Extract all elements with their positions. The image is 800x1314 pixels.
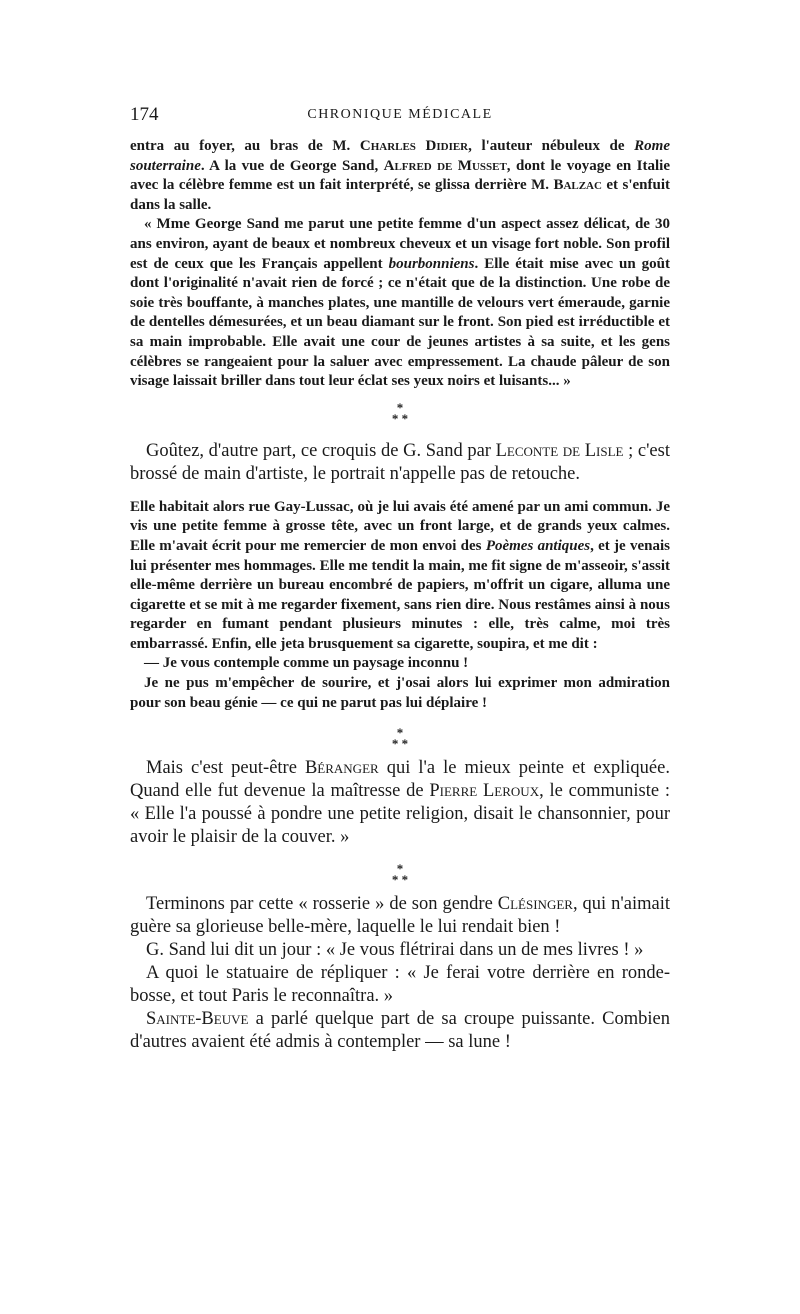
asterism-top: * (396, 861, 404, 877)
person-name: Clésinger (497, 894, 573, 915)
text-run: ; c'est brossé de main d'artiste, le portrait n'appelle pas de retouche. (130, 440, 670, 484)
asterism-top: * (396, 725, 404, 741)
work-title: Poèmes antiques (485, 537, 591, 554)
section-separator (130, 849, 670, 893)
section-separator (130, 713, 670, 757)
asterism-top: * (396, 399, 404, 415)
asterism-bottom: * * (391, 736, 409, 752)
text-run: entra au foyer, au bras de M. (130, 138, 360, 154)
person-name: Béranger (304, 758, 379, 779)
text-run: Goûtez, d'autre part, ce croquis de G. Sand par (146, 440, 496, 461)
section-separator (130, 392, 670, 440)
running-title: CHRONIQUE MÉDICALE (307, 107, 493, 122)
quote-paragraph: Je ne pus m'empêcher de sourire, et j'osai alors lui exprimer mon admiration pour son beau génie — ce qui ne parut pas lui déplaire ! (130, 675, 670, 711)
quote-paragraph (130, 215, 670, 391)
body-paragraph: A quoi le statuaire de répliquer : « Je ferai votre derrière en ronde-bosse, et tout Paris le reconnaîtra. » (130, 963, 670, 1007)
text-run: , dont le voyage en Italie avec la célèbre femme est un fait interprété, se glissa derrière M. (130, 157, 670, 194)
person-name: Charles Didier (359, 138, 469, 154)
text-run: , qui n'aimait guère sa glorieuse belle-mère, laquelle le lui rendait bien ! (130, 894, 670, 938)
work-title: Rome souterraine (130, 138, 670, 174)
person-name: Pierre Leroux (429, 781, 540, 802)
text-run: qui l'a le mieux peinte et expliquée. Quand elle fut devenue la maîtresse de (130, 758, 670, 802)
person-name: Balzac (553, 177, 602, 194)
emphasis: bourbonniens (388, 255, 475, 272)
person-name: Leconte de Lisle (495, 440, 624, 461)
text-run: et s'enfuit dans la salle. (130, 177, 670, 213)
person-name: Alfred de Musset (383, 157, 507, 174)
text-run: Terminons par cette « rosserie » de son gendre (146, 894, 498, 915)
person-name: Sainte-Beuve (146, 1009, 249, 1030)
text-run: Elle habitait alors rue Gay-Lussac, où je lui avais été amené par un ami commun. Je vis une petite femme à grosse tête, avec un front large, et de grands yeux calmes. Elle m'avait écrit pour me remercier de mon envoi des (130, 498, 670, 554)
body-paragraph (130, 893, 670, 939)
page-header (130, 104, 670, 134)
body-paragraph: G. Sand lui dit un jour : « Je vous flétrirai dans un de mes livres ! » (146, 940, 644, 961)
text-run: . A la vue de George Sand, (200, 157, 384, 174)
text-run: , et je venais lui présenter mes hommages. Elle me tendit la main, me fit signe de m'asseoir, s'assit elle-même derrière un bureau encombré de papiers, m'offrit un cigare, alluma une cigarette et se mit à me regarder fixement, sans rien dire. Nous restâmes ainsi à nous regarder en fumant pendant plusieurs minutes : elle, très calme, moi très embarrassé. Enfin, elle jeta brusquement sa cigarette, soupira, et me dit : (130, 537, 671, 652)
text-run: , le communiste : « Elle l'a poussé à pondre une petite religion, disait le chansonnier, pour avoir le plaisir de la couver. » (130, 781, 670, 848)
text-run: Mais c'est peut-être (146, 758, 305, 779)
body-paragraph (130, 757, 670, 849)
asterism-bottom: * * (391, 872, 409, 888)
quote-paragraph (130, 137, 670, 215)
text-run: a parlé quelque part de sa croupe puissante. Combien d'autres avaient été admis à contempler — sa lune ! (130, 1009, 670, 1053)
text-run: , l'auteur nébuleux de (468, 138, 635, 154)
page-body (130, 137, 670, 1054)
text-run: « Mme George Sand me parut une petite femme d'un aspect assez délicat, de 30 ans environ, ayant de beaux et nombreux cheveux et un visage fort noble. Son profil est de ceux que les Français appellent (130, 216, 670, 272)
body-paragraph (130, 440, 670, 486)
text-run: . Elle était mise avec un goût dont l'originalité n'avait rien de forcé ; ce n'était que de la distinction. Une robe de soie très bouffante, à manches plates, une mantille de velours vert émeraude, garnie de dentelles démesurées, et un beau diamant sur le front. Son pied est irréductible et sa main improbable. Elle avait une cour de jeunes artistes à sa suite, et les gens célèbres se rangeaient pour la saluer avec empressement. La chaude pâleur de son visage laissait briller dans tout leur éclat ses yeux noirs et luisants... » (130, 255, 670, 390)
quote-paragraph (130, 498, 670, 655)
quote-paragraph: — Je vous contemple comme un paysage inconnu ! (144, 655, 469, 672)
page-number: 174 (130, 104, 159, 125)
body-paragraph (130, 1008, 670, 1054)
asterism-bottom: * * (391, 410, 409, 426)
